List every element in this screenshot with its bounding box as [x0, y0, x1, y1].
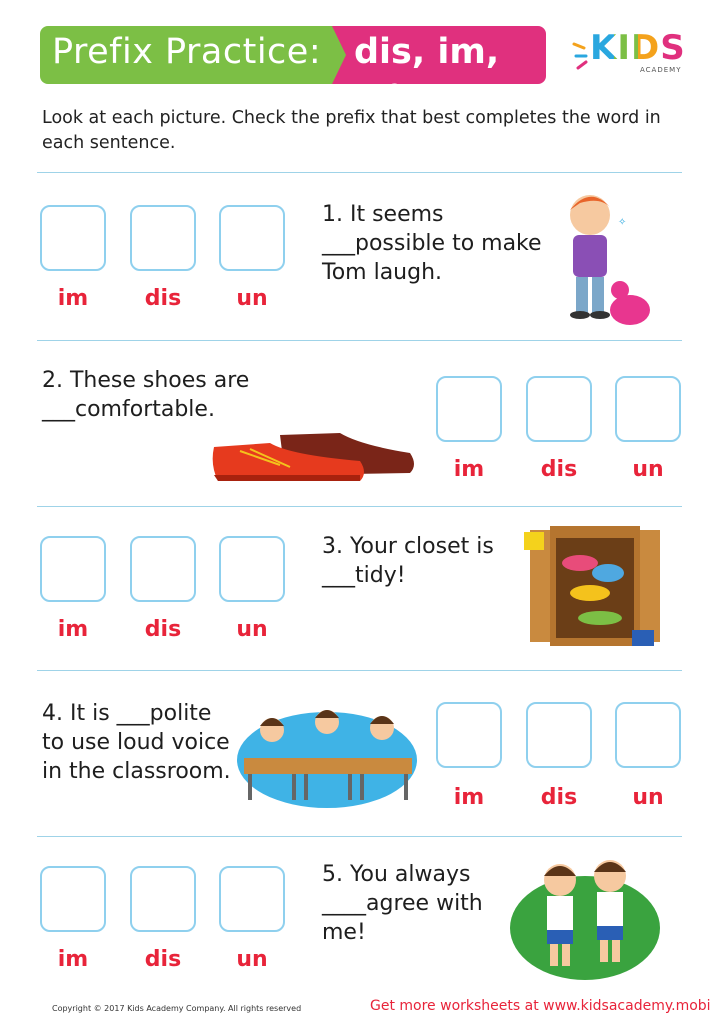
question-3-text: 3. Your closet is ___tidy! [322, 534, 494, 588]
option-label: un [236, 617, 268, 642]
option-label: un [236, 947, 268, 972]
option-label: dis [540, 457, 578, 482]
checkbox-q1-un[interactable] [219, 205, 285, 271]
section-divider [37, 836, 682, 837]
arguing-boys-illustration [505, 848, 665, 983]
section-divider [37, 172, 682, 173]
checkbox-q5-im[interactable] [40, 866, 106, 932]
messy-closet-illustration [520, 518, 670, 658]
checkbox-q4-im[interactable] [436, 702, 502, 768]
checkbox-q2-im[interactable] [436, 376, 502, 442]
option-label: im [57, 617, 89, 642]
checkbox-q4-dis[interactable] [526, 702, 592, 768]
question-4-text: 4. It is ___polite to use loud voice in the classroom. [42, 701, 231, 784]
option-label: im [453, 785, 485, 810]
question-5-text: 5. You always ____agree with me! [322, 862, 483, 945]
option-label: dis [144, 947, 182, 972]
red-shoes-illustration [210, 425, 420, 485]
option-label: dis [540, 785, 578, 810]
checkbox-q5-un[interactable] [219, 866, 285, 932]
option-label: dis [144, 286, 182, 311]
logo-subtext: ACADEMY [640, 66, 682, 74]
worksheet-title: Prefix Practice: [52, 32, 322, 72]
checkbox-q3-im[interactable] [40, 536, 106, 602]
checkbox-q1-im[interactable] [40, 205, 106, 271]
question-2-text: 2. These shoes are ___comfortable. [42, 368, 250, 422]
option-label: un [236, 286, 268, 311]
title-banner-pink [332, 26, 546, 112]
checkbox-q5-dis[interactable] [130, 866, 196, 932]
option-label: un [632, 457, 664, 482]
worksheet-title-prefixes: dis, im, un [354, 32, 500, 112]
checkbox-q1-dis[interactable] [130, 205, 196, 271]
option-label: dis [144, 617, 182, 642]
option-label: un [632, 785, 664, 810]
checkbox-q3-un[interactable] [219, 536, 285, 602]
question-1-text: 1. It seems ___possible to make Tom laugh. [322, 202, 542, 285]
section-divider [37, 340, 682, 341]
crying-boy-illustration [540, 185, 660, 335]
checkbox-q2-un[interactable] [615, 376, 681, 442]
checkbox-q2-dis[interactable] [526, 376, 592, 442]
checkbox-q4-un[interactable] [615, 702, 681, 768]
promo-link[interactable]: Get more worksheets at www.kidsacademy.mobi [370, 998, 711, 1014]
option-label: im [57, 286, 89, 311]
classroom-kids-illustration [232, 700, 422, 810]
title-banner-green [40, 26, 340, 84]
chevron-shape [332, 26, 346, 84]
kids-academy-logo [572, 30, 692, 80]
section-divider [37, 506, 682, 507]
instructions-text: Look at each picture. Check the prefix that best completes the word in each sentence. [42, 108, 661, 153]
logo-text: KIDS [590, 28, 686, 68]
copyright-text: Copyright © 2017 Kids Academy Company. All rights reserved [52, 1004, 302, 1013]
svg-text:✧: ✧ [618, 217, 627, 228]
option-label: im [57, 947, 89, 972]
checkbox-q3-dis[interactable] [130, 536, 196, 602]
option-label: im [453, 457, 485, 482]
section-divider [37, 670, 682, 671]
